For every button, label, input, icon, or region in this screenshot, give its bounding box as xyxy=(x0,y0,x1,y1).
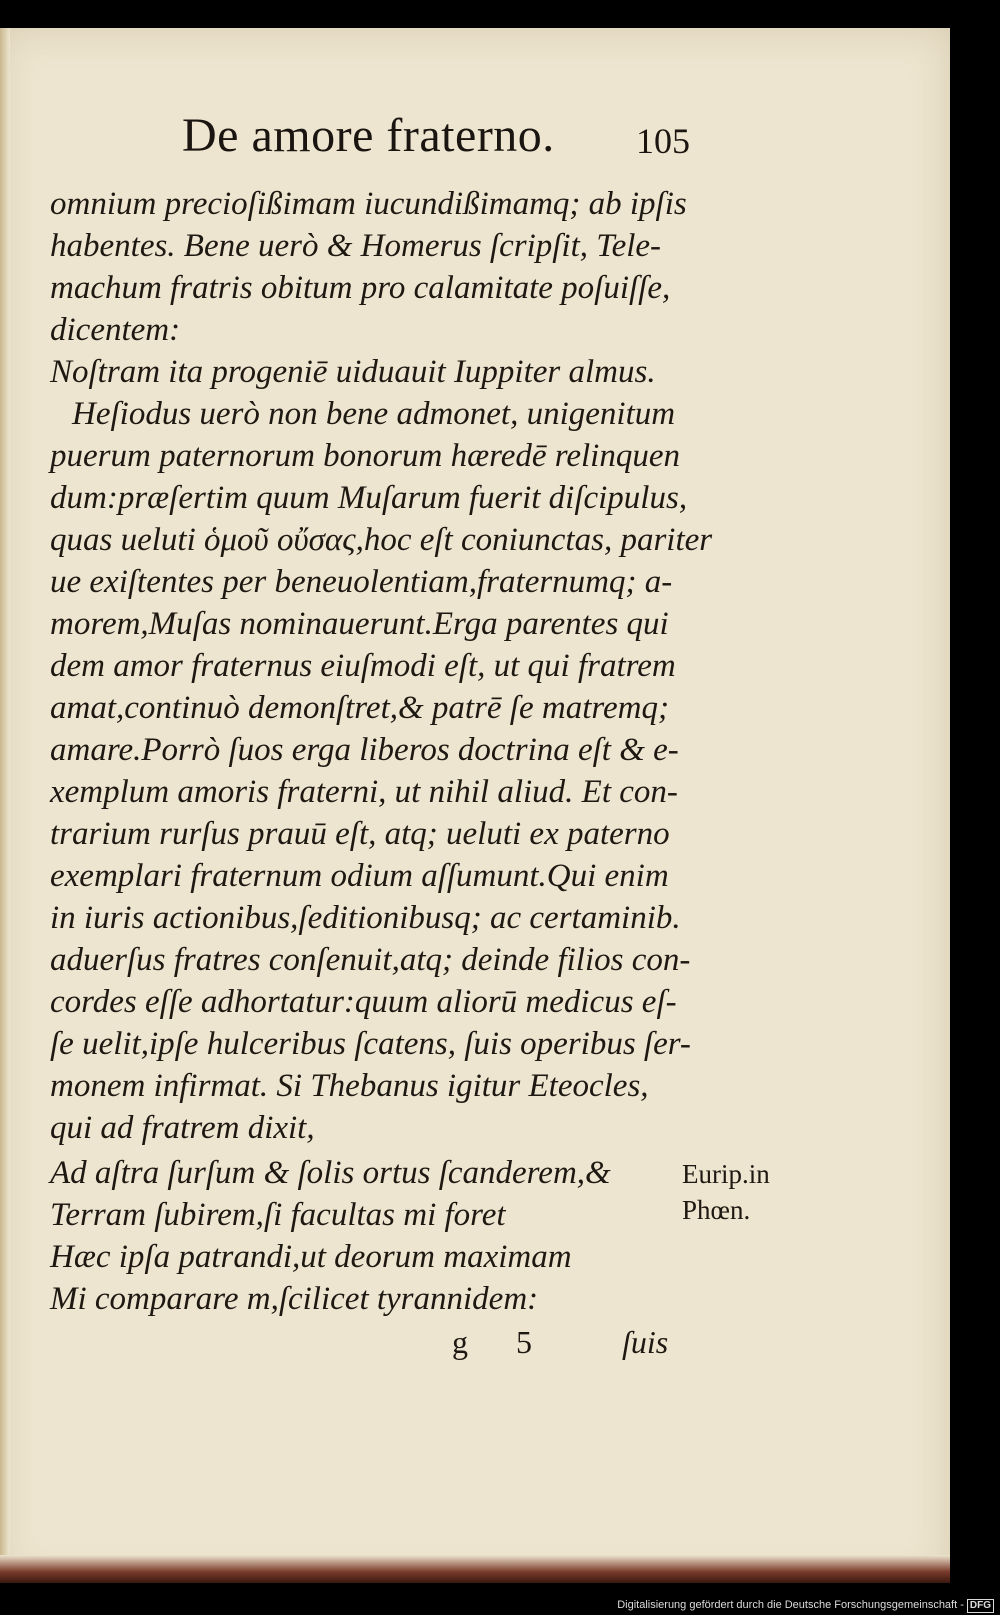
text-line: puerum paternorum bonorum hæredē relinquen xyxy=(50,438,680,474)
text-line: ue exiſtentes per beneuolentiam,fraternumq; a- xyxy=(50,564,673,600)
text-line: dum:præſertim quum Muſarum fuerit diſcipulus, xyxy=(50,480,688,516)
text-line: monem infirmat. Si Thebanus igitur Eteocles, xyxy=(50,1068,649,1104)
text-line: dem amor fraternus eiuſmodi eſt, ut qui fratrem xyxy=(50,648,676,684)
running-head-title: De amore fraterno. xyxy=(182,109,555,162)
text-line: morem,Muſas nominauerunt.Erga parentes qui xyxy=(50,606,669,642)
text-line: quas ueluti ὁμοῦ οὔσας,hoc eſt coniunctas, pariter xyxy=(50,522,713,558)
text-line: trarium rurſus prauū eſt, atq; ueluti ex paterno xyxy=(50,816,670,852)
page-gutter-shadow xyxy=(0,28,10,1583)
text-line: habentes. Bene uerò & Homerus ſcripſit, Tele- xyxy=(50,228,662,264)
marginal-note-line: Eurip.in xyxy=(682,1159,770,1189)
catchword: ſuis xyxy=(622,1324,669,1360)
text-line: aduerſus fratres conſenuit,atq; deinde filios con- xyxy=(50,942,691,978)
verse-quotation xyxy=(50,1152,670,1320)
marginal-note-line: Phœn. xyxy=(682,1195,751,1225)
verse-line: Hæc ipſa patrandi,ut deorum maximam xyxy=(50,1239,572,1275)
signature-number: 5 xyxy=(516,1324,532,1360)
text-line: xemplum amoris fraterni, ut nihil aliud. Et con- xyxy=(50,774,678,810)
folio-number: 105 xyxy=(636,121,690,161)
text-line: amare.Porrò ſuos erga liberos doctrina eſt & e- xyxy=(50,732,679,768)
text-line: in iuris actionibus,ſeditionibusq; ac certaminib. xyxy=(50,900,681,936)
text-line: exemplari fraternum odium aſſumunt.Qui enim xyxy=(50,858,669,894)
text-line: Noſtram ita progeniē uiduauit Iuppiter almus. xyxy=(50,354,656,390)
credit-text: Digitalisierung gefördert durch die Deutsche Forschungsgemeinschaft - xyxy=(617,1599,964,1611)
digitization-credit xyxy=(617,1599,994,1613)
verse-line: Terram ſubirem,ſi facultas mi foret xyxy=(50,1197,506,1233)
text-line: ſe uelit,ipſe hulceribus ſcatens, ſuis operibus ſer- xyxy=(50,1026,691,1062)
text-line: cordes eſſe adhortatur:quum aliorū medicus eſ- xyxy=(50,984,677,1020)
text-line: omnium precioſißimam iucundißimamq; ab ipſis xyxy=(50,186,687,222)
text-line: qui ad fratrem dixit, xyxy=(50,1110,315,1146)
marginal-note xyxy=(682,1156,770,1228)
book-page xyxy=(0,28,950,1583)
verse-line: Mi comparare m,ſcilicet tyrannidem: xyxy=(50,1281,539,1317)
text-line: Heſiodus uerò non bene admonet, unigenitum xyxy=(72,396,676,432)
dfg-logo: DFG xyxy=(967,1599,994,1613)
text-line: amat,continuò demonſtret,& patrē ſe matremq; xyxy=(50,690,669,726)
verse-line: Ad aſtra ſurſum & ſolis ortus ſcanderem,& xyxy=(50,1155,611,1191)
book-edge xyxy=(0,1555,950,1583)
signature-letter: g xyxy=(452,1324,468,1360)
text-line: machum fratris obitum pro calamitate poſuiſſe, xyxy=(50,270,671,306)
body-text xyxy=(50,183,713,1149)
text-line: dicentem: xyxy=(50,312,181,348)
